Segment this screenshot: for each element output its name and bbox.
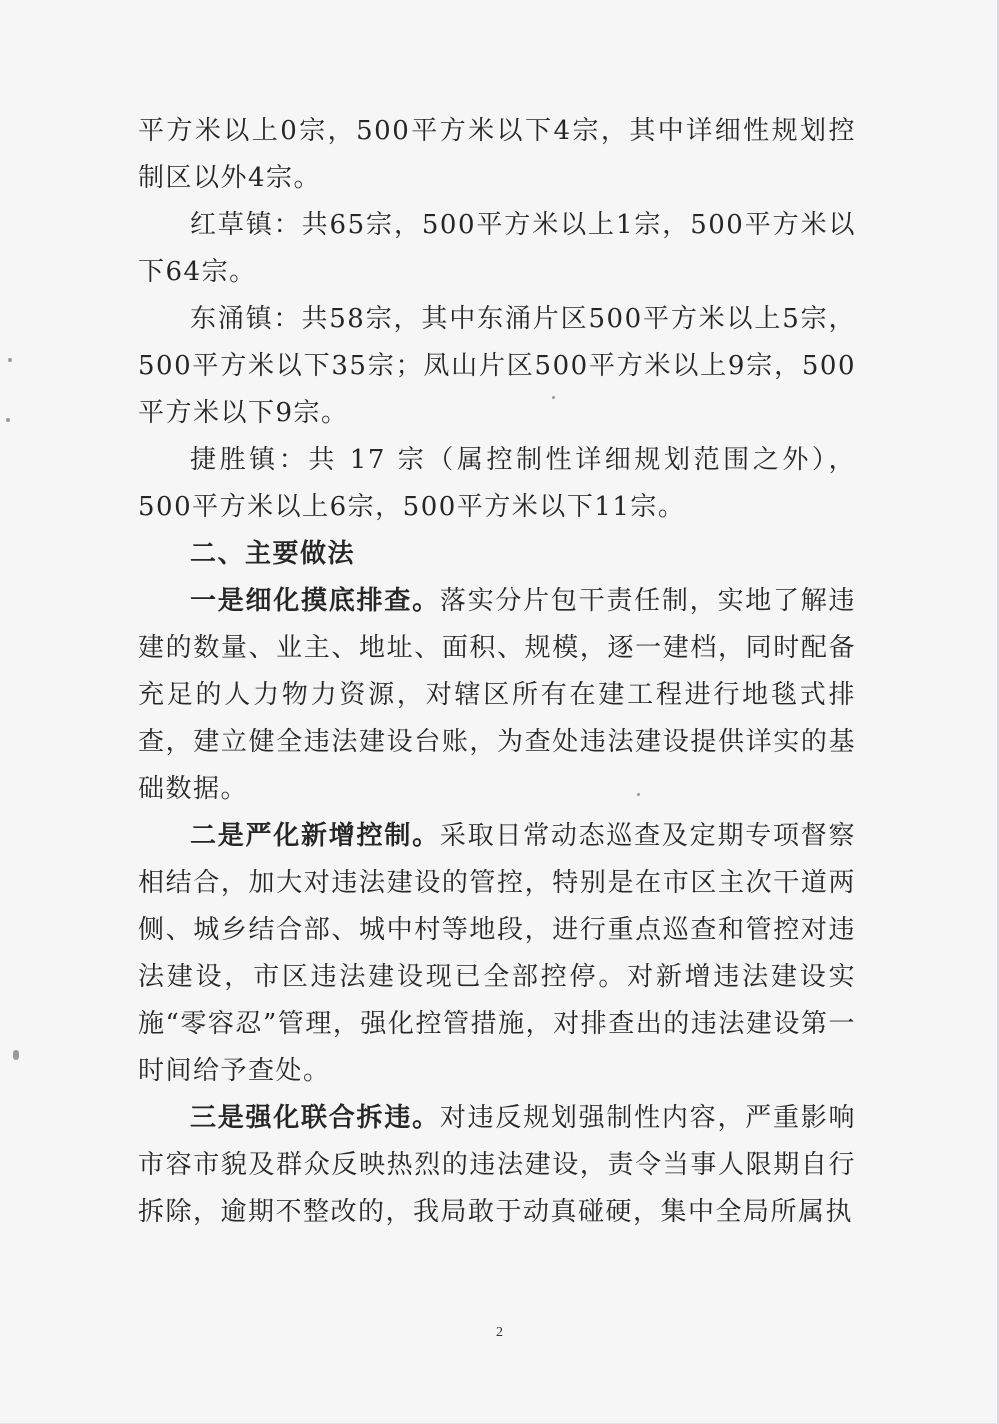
scan-speck xyxy=(637,793,640,796)
item-demolition-text: 对违反规划强制性内容，严重影响市容市貌及群众反映热烈的违法建设，责令当事人限期自行拆除，逾期不整改的，我局敢于动真碰硬，集中全局所属执 xyxy=(138,1103,856,1227)
paragraph-continuation: 平方米以上0宗，500平方米以下4宗，其中详细性规划控制区以外4宗。 xyxy=(138,116,856,193)
paragraph-dongyong: 东涌镇：共58宗，其中东涌片区500平方米以上5宗，500平方米以下35宗；凤山片区500平方米以上9宗，500平方米以下9宗。 xyxy=(138,304,856,428)
scan-speck xyxy=(8,358,12,362)
scan-speck xyxy=(13,1050,19,1060)
item-survey xyxy=(138,578,856,813)
scan-speck xyxy=(552,396,555,399)
item-demolition xyxy=(138,1095,856,1236)
document-body xyxy=(138,108,856,1236)
item-demolition-lead: 三是强化联合拆违。 xyxy=(190,1103,440,1133)
item-control-lead: 二是严化新增控制。 xyxy=(190,821,440,851)
paragraph-jiesheng: 捷胜镇：共 17 宗（属控制性详细规划范围之外），500平方米以上6宗，500平方米以下11宗。 xyxy=(138,445,856,522)
item-survey-lead: 一是细化摸底排查。 xyxy=(190,586,440,616)
item-control xyxy=(138,813,856,1095)
item-control-text: 采取日常动态巡查及定期专项督察相结合，加大对违法建设的管控，特别是在市区主次干道两侧、城乡结合部、城中村等地段，进行重点巡查和管控对违法建设，市区违法建设现已全部控停。对新增违法建设实施“零容忍”管理，强化控管措施，对排查出的违法建设第一时间给予查处。 xyxy=(138,821,856,1086)
paragraph-hongcao: 红草镇：共65宗，500平方米以上1宗，500平方米以下64宗。 xyxy=(138,210,856,287)
section-heading: 二、主要做法 xyxy=(190,539,356,569)
item-survey-text: 落实分片包干责任制，实地了解违建的数量、业主、地址、面积、规模，逐一建档，同时配备充足的人力物力资源，对辖区所有在建工程进行地毯式排查，建立健全违法建设台账，为查处违法建设提供详实的基础数据。 xyxy=(138,586,856,804)
page-number: 2 xyxy=(496,1325,503,1340)
scan-speck xyxy=(6,418,10,422)
